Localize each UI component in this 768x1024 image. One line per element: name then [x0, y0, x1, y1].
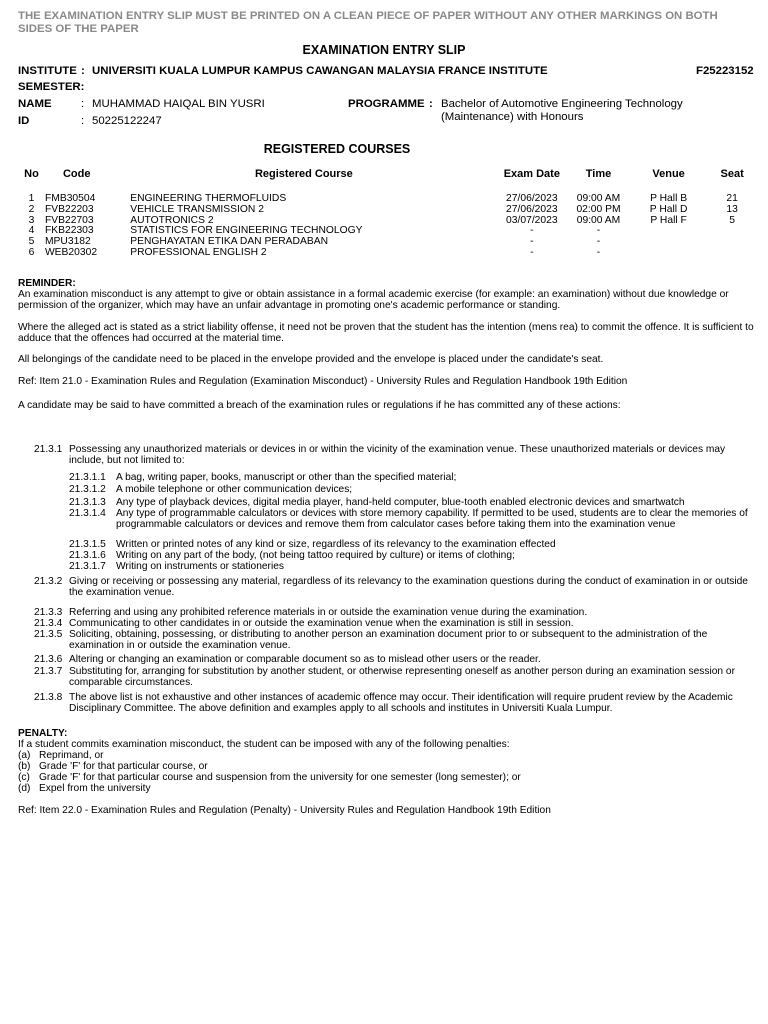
row-seat: 5 — [729, 214, 736, 226]
row-seat — [706, 248, 758, 259]
name-colon: : — [81, 98, 85, 110]
penalty-letter: (a) — [18, 750, 31, 761]
penalty-text: Grade 'F' for that particular course and suspension from the university for one semester (long semester); or — [39, 772, 521, 783]
penalty-text: Reprimand, or — [39, 750, 104, 761]
row-exam-date: - — [530, 246, 534, 258]
header-code: Code — [62, 168, 91, 180]
row-no: 3 — [28, 214, 35, 226]
table-row — [18, 216, 758, 227]
name-label: NAME — [18, 98, 52, 110]
page-title: EXAMINATION ENTRY SLIP — [302, 43, 466, 57]
registered-courses-title: REGISTERED COURSES — [263, 142, 411, 156]
table-row — [18, 194, 758, 205]
row-no: 1 — [28, 193, 35, 204]
sub-rule-text: Written or printed notes of any kind or size, regardless of its relevancy to the examination effected — [116, 539, 556, 550]
sub-rule-text: Writing on any part of the body, (not being tattoo required by culture) or items of clothing; — [116, 550, 515, 561]
sub-rule-number: 21.3.1.4 — [69, 508, 106, 519]
row-exam-date: - — [530, 225, 534, 237]
header-exam-date: Exam Date — [503, 168, 560, 180]
rule-text: Substituting for, arranging for substitution by another student, or otherwise representing oneself as another person during an examination session or comparable circumstances. — [69, 666, 735, 688]
row-no: 5 — [28, 236, 35, 248]
penalty-text: Grade 'F' for that particular course, or — [39, 761, 208, 772]
rule-number: 21.3.2 — [34, 576, 63, 587]
table-row — [18, 237, 758, 248]
row-seat: 13 — [726, 203, 738, 215]
rule-number: 21.3.6 — [34, 654, 63, 665]
row-course: VEHICLE TRANSMISSION 2 — [130, 203, 264, 215]
institute-label: INSTITUTE — [18, 65, 77, 77]
sub-rule-number: 21.3.1.7 — [69, 561, 106, 572]
row-venue: P Hall F — [650, 214, 687, 226]
row-code: FVB22703 — [44, 214, 94, 226]
row-venue — [631, 248, 706, 259]
row-time: - — [596, 236, 601, 248]
programme-label: PROGRAMME — [348, 98, 425, 110]
sub-rule-number: 21.3.1.1 — [69, 472, 106, 483]
rule-text: Giving or receiving or possessing any material, regardless of its relevancy to the examination questions during the conduct of examination in or outside the examination venue. — [69, 576, 748, 598]
penalty-heading: PENALTY: — [18, 728, 68, 739]
header-no: No — [24, 168, 39, 180]
row-course: ENGINEERING THERMOFLUIDS — [130, 193, 287, 204]
sub-rule-number: 21.3.1.2 — [69, 484, 106, 495]
header-time: Time — [585, 168, 612, 180]
row-exam-date: 03/07/2023 — [506, 214, 558, 226]
rule-number: 21.3.3 — [34, 607, 63, 618]
penalty-letter: (d) — [18, 783, 31, 794]
rule-number: 21.3.5 — [34, 629, 63, 640]
row-seat — [706, 237, 758, 248]
sub-rule-text: Any type of playback devices, digital media player, hand-held computer, blue-tooth enabled electronic devices and smartwatch — [116, 497, 685, 508]
row-venue — [631, 226, 706, 237]
row-code: MPU3182 — [44, 236, 91, 248]
rules-list — [34, 444, 754, 724]
reminder-heading: REMINDER: — [18, 278, 76, 289]
penalty-intro: If a student commits examination misconduct, the student can be imposed with any of the following penalties: — [18, 739, 510, 750]
header-course: Registered Course — [254, 168, 353, 180]
institute-value: UNIVERSITI KUALA LUMPUR KAMPUS CAWANGAN MALAYSIA FRANCE INSTITUTE — [92, 65, 548, 77]
rule-number: 21.3.7 — [34, 666, 63, 677]
row-time: 09:00 AM — [576, 214, 621, 226]
reminder-paragraph-4: A candidate may be said to have committed a breach of the examination rules or regulations if he has committed any of these actions: — [18, 400, 621, 411]
rule-text: Soliciting, obtaining, possessing, or distributing to another person an examination document prior to or subsequent to the administration of the examination in or outside the examination venue. — [69, 629, 708, 651]
row-no: 4 — [28, 225, 35, 237]
row-seat: 21 — [726, 193, 738, 204]
table-row — [18, 248, 758, 259]
row-exam-date: 27/06/2023 — [506, 203, 558, 215]
row-time: 02:00 PM — [576, 203, 621, 215]
courses-table — [18, 168, 758, 259]
sub-rule-number: 21.3.1.5 — [69, 539, 106, 550]
row-venue: P Hall D — [649, 203, 688, 215]
penalty-reference: Ref: Item 22.0 - Examination Rules and Regulation (Penalty) - University Rules and Regulation Handbook 19th Edition — [18, 805, 551, 816]
row-course: AUTOTRONICS 2 — [130, 214, 214, 226]
penalty-list — [18, 750, 755, 796]
sub-rule-text: A mobile telephone or other communication devices; — [116, 484, 353, 495]
reminder-reference: Ref: Item 21.0 - Examination Rules and Regulation (Examination Misconduct) - University Rules and Regulation Handbook 19th Edition — [18, 376, 628, 387]
sub-rule-text: A bag, writing paper, books, manuscript or other than the specified material; — [116, 472, 457, 483]
penalty-text: Expel from the university — [39, 783, 151, 794]
row-no: 6 — [28, 246, 35, 258]
row-venue — [631, 237, 706, 248]
sub-rule-number: 21.3.1.6 — [69, 550, 106, 561]
id-colon: : — [81, 115, 85, 127]
row-venue: P Hall B — [650, 193, 688, 204]
table-row — [18, 226, 758, 237]
courses-table-header — [18, 168, 758, 194]
row-course: STATISTICS FOR ENGINEERING TECHNOLOGY — [130, 225, 363, 237]
rule-number: 21.3.8 — [34, 692, 63, 703]
row-code: FVB22203 — [44, 203, 94, 215]
row-seat — [706, 226, 758, 237]
rule-text: Altering or changing an examination or comparable document so as to mislead other users or the reader. — [69, 654, 541, 665]
rule-number: 21.3.4 — [34, 618, 63, 629]
row-course: PROFESSIONAL ENGLISH 2 — [130, 246, 267, 258]
print-notice: THE EXAMINATION ENTRY SLIP MUST BE PRINTED ON A CLEAN PIECE OF PAPER WITHOUT ANY OTHER MARKINGS ON BOTH SIDES OF THE PAPER — [18, 10, 718, 35]
table-row — [18, 205, 758, 216]
row-time: - — [596, 246, 601, 258]
id-label: ID — [18, 115, 30, 127]
name-value: MUHAMMAD HAIQAL BIN YUSRI — [92, 98, 265, 110]
row-course: PENGHAYATAN ETIKA DAN PERADABAN — [130, 236, 329, 248]
slip-code: F25223152 — [696, 65, 754, 77]
rule-text: Referring and using any prohibited reference materials in or outside the examination venue during the examination. — [69, 607, 588, 618]
rule-text: Possessing any unauthorized materials or devices in or within the vicinity of the examination venue. These unauthorized materials or devices may include, but not limited to: — [69, 444, 726, 466]
row-code: FMB30504 — [44, 193, 96, 204]
rule-number: 21.3.1 — [34, 444, 63, 455]
programme-colon: : — [429, 98, 433, 110]
header-venue: Venue — [652, 168, 685, 180]
row-code: WEB20302 — [44, 246, 98, 258]
reminder-paragraph-2: Where the alleged act is stated as a strict liability offense, it need not be proven that the student has the intention (mens rea) to commit the offence. It is sufficient to adduce that the offences had occurred at the material time. — [18, 322, 754, 345]
programme-value-line1: Bachelor of Automotive Engineering Technology — [441, 98, 683, 110]
sub-rule-number: 21.3.1.3 — [69, 497, 106, 508]
row-code: FKB22303 — [44, 225, 94, 237]
row-time: 09:00 AM — [576, 193, 621, 204]
institute-colon: : — [81, 65, 85, 77]
sub-rule-text: Writing on instruments or stationeries — [116, 561, 284, 572]
id-value: 50225122247 — [92, 115, 162, 127]
row-exam-date: - — [530, 236, 534, 248]
row-no: 2 — [28, 203, 35, 215]
semester-label: SEMESTER: — [18, 81, 85, 93]
penalty-letter: (c) — [18, 772, 30, 783]
rule-text: Communicating to other candidates in or outside the examination venue when the examination is still in session. — [69, 618, 574, 629]
programme-value-line2: (Maintenance) with Honours — [441, 111, 584, 123]
penalty-letter: (b) — [18, 761, 31, 772]
reminder-paragraph-1: An examination misconduct is any attempt to give or obtain assistance in a formal academic exercise (for example: an examination) without due knowledge or permission of the organizer, which may have an unfair advantage in promoting one's academic performance or standing. — [18, 289, 729, 312]
rule-text: The above list is not exhaustive and other instances of academic offence may occur. Their identification will require prudent review by the Academic Disciplinary Committee. The above definition and examples apply to all schools and institutes in Universiti Kuala Lumpur. — [69, 692, 733, 714]
row-time: - — [596, 225, 601, 237]
reminder-paragraph-3: All belongings of the candidate need to be placed in the envelope provided and the envelope is placed under the candidate's seat. — [18, 354, 604, 365]
header-seat: Seat — [720, 168, 744, 180]
row-exam-date: 27/06/2023 — [506, 193, 558, 204]
sub-rule-text: Any type of programmable calculators or devices with store memory capability. If permitted to be used, students are to clear the memories of programmable calculators or devices and remove them from calculator cases before taking them into the examination venue — [116, 508, 748, 530]
